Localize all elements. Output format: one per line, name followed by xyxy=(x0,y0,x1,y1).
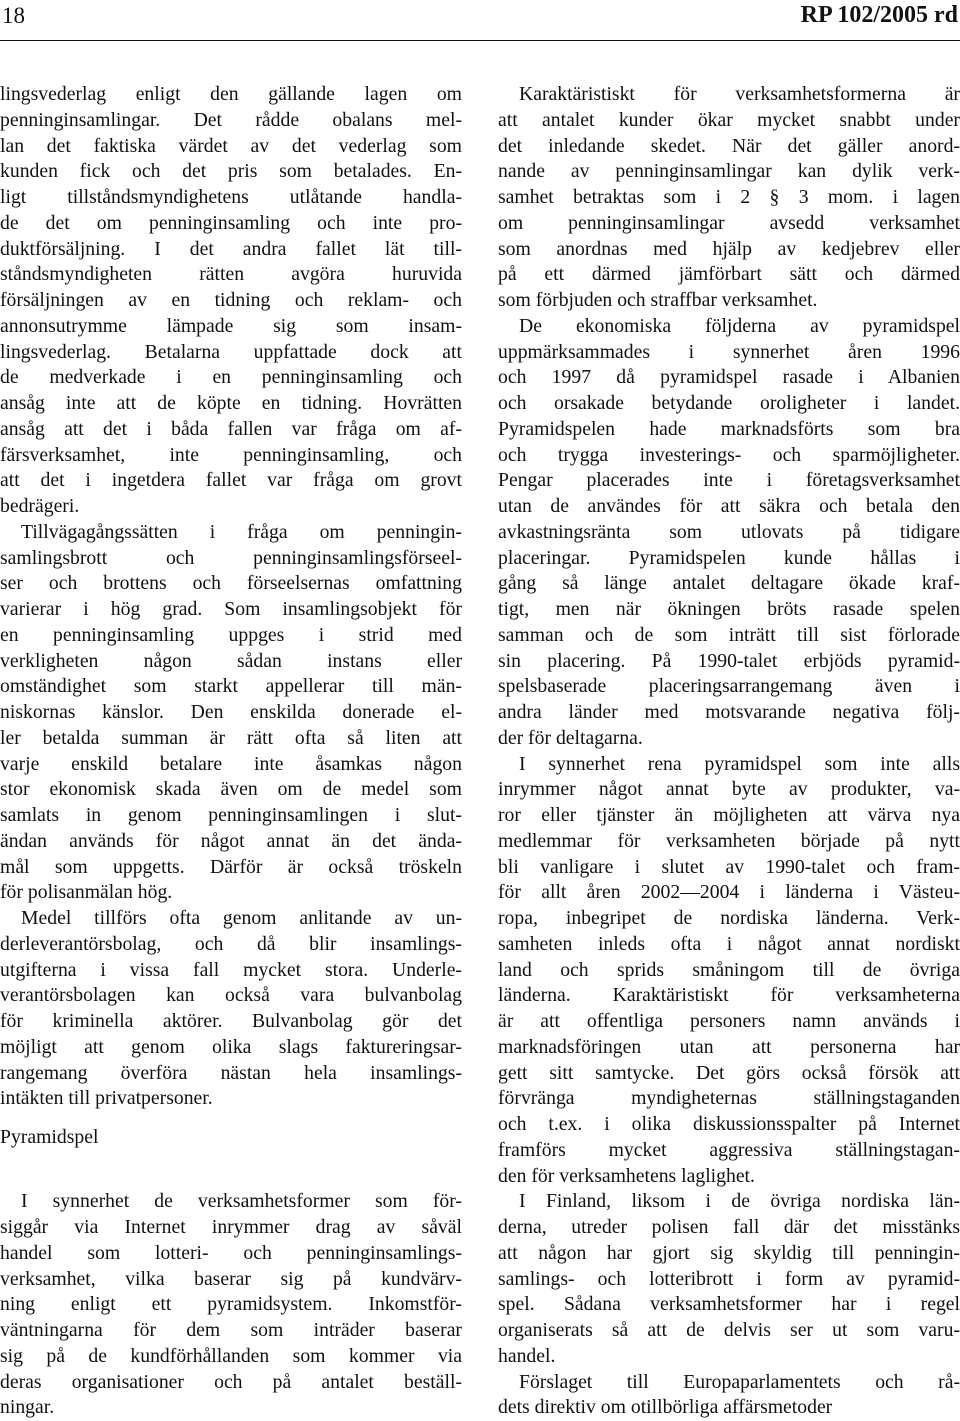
text-line: ror eller tjänster än möjligheten att värva nya xyxy=(498,803,960,829)
text-line: De ekonomiska följderna av pyramidspel xyxy=(498,314,960,340)
text-line: derna, utreder polisen fall där det misstänks xyxy=(498,1215,960,1241)
text-line: tigt, men när ökningen bröts rasade spelen xyxy=(498,597,960,623)
text-line: verksamhet, vilka baserar sig på kundvärv- xyxy=(0,1267,462,1293)
left-column xyxy=(0,82,462,1421)
text-line: och 1997 då pyramidspel rasade i Albanien xyxy=(498,365,960,391)
text-line: väntningarna för dem som inträder baserar xyxy=(0,1318,462,1344)
text-line: organiserats så att de delvis ser ut som varu- xyxy=(498,1318,960,1344)
text-line: mål som uppgetts. Därför är också tröskeln xyxy=(0,855,462,881)
text-line: avkastningsränta som utlovats på tidigare xyxy=(498,520,960,546)
text-line: framförs mycket aggressiva ställningstagan- xyxy=(498,1138,960,1164)
text-line: för kriminella aktörer. Bulvanbolag gör det xyxy=(0,1009,462,1035)
text-line: Förslaget till Europaparlamentets och rå- xyxy=(498,1370,960,1396)
text-line: medlemmar för verksamheten började på nytt xyxy=(498,829,960,855)
text-line: ansåg inte att de köpte en tidning. Hovrätten xyxy=(0,391,462,417)
text-line: lingsvederlag. Betalarna uppfattade dock att xyxy=(0,340,462,366)
text-line: ändan används för något annat än det ända- xyxy=(0,829,462,855)
text-line: utan de användes för att säkra och betala den xyxy=(498,494,960,520)
text-line: spel. Sådana verksamhetsformer har i regel xyxy=(498,1292,960,1318)
text-line: penninginsamlingar. Det rådde obalans mel- xyxy=(0,108,462,134)
page-header xyxy=(0,0,960,41)
text-line: stor ekonomisk skada även om de medel som xyxy=(0,777,462,803)
text-line: gett sitt samtycke. Det görs också försök att xyxy=(498,1061,960,1087)
text-line: sin placering. På 1990-talet erbjöds pyramid- xyxy=(498,649,960,675)
text-line: niskornas känslor. Den enskilda donerade el- xyxy=(0,700,462,726)
text-line: för allt åren 2002—2004 i länderna i Västeu- xyxy=(498,880,960,906)
text-line: det inledande skedet. När det gäller anord- xyxy=(498,134,960,160)
paragraph xyxy=(0,520,462,906)
text-line: är att offentliga personers namn används i xyxy=(498,1009,960,1035)
text-line: Pyramidspelen hade marknadsförts som bra xyxy=(498,417,960,443)
section-heading: Pyramidspel xyxy=(0,1112,462,1164)
text-line: annonsutrymme lämpade sig som insam- xyxy=(0,314,462,340)
text-line: samlats in genom penninginsamlingen i slut- xyxy=(0,803,462,829)
text-line: bedrägeri. xyxy=(0,494,462,520)
text-line: Tillvägagångssätten i fråga om penningin- xyxy=(0,520,462,546)
text-line: marknadsföringen utan att personerna har xyxy=(498,1035,960,1061)
paragraph xyxy=(498,1189,960,1369)
text-line: färsverksamhet, inte penninginsamling, och xyxy=(0,443,462,469)
text-line: omständighet som starkt appellerar till män- xyxy=(0,674,462,700)
paragraph xyxy=(498,752,960,1190)
text-line: samlings- och lotteribrott i form av pyramid- xyxy=(498,1267,960,1293)
page-number: 18 xyxy=(2,1,25,31)
text-line: I synnerhet de verksamhetsformer som för- xyxy=(0,1189,462,1215)
text-line: länderna. Karaktäristiskt för verksamheterna xyxy=(498,983,960,1009)
text-line: uppmärksammades i synnerhet åren 1996 xyxy=(498,340,960,366)
text-line: I Finland, liksom i de övriga nordiska län- xyxy=(498,1189,960,1215)
text-line: de medverkade i en penninginsamling och xyxy=(0,365,462,391)
paragraph xyxy=(0,82,462,520)
paragraph xyxy=(498,82,960,314)
text-line: placeringar. Pyramidspelen kunde hållas i xyxy=(498,546,960,572)
text-line: ståndsmyndigheten rätten avgöra huruvida xyxy=(0,262,462,288)
text-line: ser och brottens och förseelsernas omfattning xyxy=(0,571,462,597)
text-line: gång så länge antalet deltagare ökade kraf- xyxy=(498,571,960,597)
text-line: verkligheten någon sådan instans eller xyxy=(0,649,462,675)
text-line: derleverantörsbolag, och då blir insamlings- xyxy=(0,932,462,958)
document-id: RP 102/2005 rd xyxy=(801,0,958,30)
text-line: der för deltagarna. xyxy=(498,726,960,752)
text-line: förvränga myndigheternas ställningstaganden xyxy=(498,1086,960,1112)
text-line: samlingsbrott och penninginsamlingsförseel- xyxy=(0,546,462,572)
text-line: nande av penninginsamlingar kan dylik verk- xyxy=(498,159,960,185)
text-line: spelsbaserade placeringsarrangemang även i xyxy=(498,674,960,700)
text-line: varje enskild betalare inte åsamkas någon xyxy=(0,752,462,778)
text-line: kunden fick och det pris som betalades. En- xyxy=(0,159,462,185)
text-line: den för verksamhetens laglighet. xyxy=(498,1164,960,1190)
text-line: att någon har gjort sig skyldig till penningin- xyxy=(498,1241,960,1267)
right-column xyxy=(498,82,960,1421)
paragraph xyxy=(498,1370,960,1421)
text-line: ler betalda summan är rätt ofta så liten att xyxy=(0,726,462,752)
text-line: ropa, inbegripet de nordiska länderna. Verk- xyxy=(498,906,960,932)
text-line: och trygga investerings- och sparmöjligheter. xyxy=(498,443,960,469)
text-line: ligt tillståndsmyndighetens utlåtande handla- xyxy=(0,185,462,211)
text-line: samman och de som inträtt till sist förlorade xyxy=(498,623,960,649)
text-line: ansåg att det i båda fallen var fråga om af- xyxy=(0,417,462,443)
text-line: handel som lotteri- och penninginsamlings- xyxy=(0,1241,462,1267)
text-line: ningar. xyxy=(0,1395,462,1421)
text-line: de det om penninginsamling och inte pro- xyxy=(0,211,462,237)
paragraph xyxy=(0,1189,462,1421)
text-line: verantörsbolagen kan också vara bulvanbolag xyxy=(0,983,462,1009)
text-line: att antalet kunder ökar mycket snabbt under xyxy=(498,108,960,134)
text-line: duktförsäljning. I det andra fallet lät till- xyxy=(0,237,462,263)
text-line: samheten inleds ofta i något annat nordiskt xyxy=(498,932,960,958)
paragraph xyxy=(0,906,462,1112)
text-line: Pengar placerades inte i företagsverksamhet xyxy=(498,468,960,494)
text-line: rangemang överföra nästan hela insamlings- xyxy=(0,1061,462,1087)
text-line: varierar i hög grad. Som insamlingsobjekt för xyxy=(0,597,462,623)
text-line: andra länder med motsvarande negativa följ- xyxy=(498,700,960,726)
text-line: dets direktiv om otillbörliga affärsmetoder xyxy=(498,1395,960,1421)
text-line: intäkten till privatpersoner. xyxy=(0,1086,462,1112)
text-line: Karaktäristiskt för verksamhetsformerna är xyxy=(498,82,960,108)
text-line: sig på de kundförhållanden som kommer via xyxy=(0,1344,462,1370)
text-line: samhet betraktas som i 2 § 3 mom. i lagen xyxy=(498,185,960,211)
heading-spacer xyxy=(0,1164,462,1190)
text-line: för polisanmälan hög. xyxy=(0,880,462,906)
text-line: på ett därmed jämförbart sätt och därmed xyxy=(498,262,960,288)
text-line: Medel tillförs ofta genom anlitande av un- xyxy=(0,906,462,932)
text-line: lan det faktiska värdet av det vederlag som xyxy=(0,134,462,160)
text-line: och orsakade betydande oroligheter i landet. xyxy=(498,391,960,417)
text-line: lingsvederlag enligt den gällande lagen om xyxy=(0,82,462,108)
text-line: utgifterna i vissa fall mycket stora. Underle- xyxy=(0,958,462,984)
text-line: bli vanligare i slutet av 1990-talet och fram- xyxy=(498,855,960,881)
text-line: land och sprids småningom till de övriga xyxy=(498,958,960,984)
text-line: siggår via Internet inrymmer drag av såväl xyxy=(0,1215,462,1241)
text-line: och t.ex. i olika diskussionsspalter på Internet xyxy=(498,1112,960,1138)
text-line: ning enligt ett pyramidsystem. Inkomstför- xyxy=(0,1292,462,1318)
text-line: möjligt att genom olika slags faktureringsar- xyxy=(0,1035,462,1061)
text-line: I synnerhet rena pyramidspel som inte alls xyxy=(498,752,960,778)
text-line: handel. xyxy=(498,1344,960,1370)
text-line: deras organisationer och på antalet beställ- xyxy=(0,1370,462,1396)
paragraph xyxy=(498,314,960,752)
text-line: försäljningen av en tidning och reklam- och xyxy=(0,288,462,314)
text-line: att det i ingetdera fallet var fråga om grovt xyxy=(0,468,462,494)
text-line: en penninginsamling uppges i strid med xyxy=(0,623,462,649)
text-line: som förbjuden och straffbar verksamhet. xyxy=(498,288,960,314)
text-line: inrymmer något annat byte av produkter, va- xyxy=(498,777,960,803)
text-line: om penninginsamlingar avsedd verksamhet xyxy=(498,211,960,237)
text-line: som anordnas med hjälp av kedjebrev eller xyxy=(498,237,960,263)
